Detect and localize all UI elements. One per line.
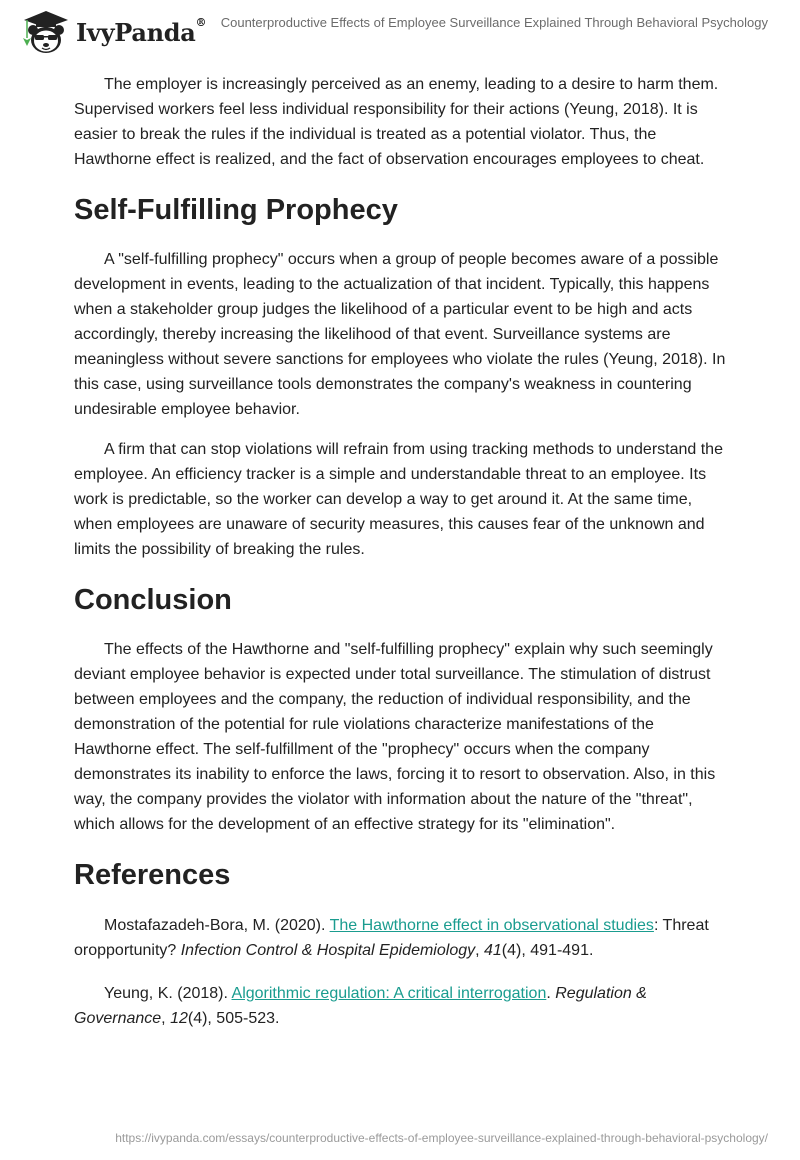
logo-text: IvyPanda® <box>76 15 207 47</box>
reference-item: Yeung, K. (2018). Algorithmic regulation: A critical interrogation. Regulation & Governance, 12(4), 505-523. <box>74 985 647 1027</box>
heading-self-fulfilling-prophecy: Self-Fulfilling Prophecy <box>74 194 398 226</box>
ivypanda-logo[interactable] <box>18 8 206 56</box>
heading-references: References <box>74 859 231 891</box>
paragraph: A firm that can stop violations will refrain from using tracking methods to understand the employee. An efficiency tracker is a simple and understandable threat to an employee. Its work is predictable, so the worker can develop a way to get around it. At the same time, when employees are unaware of security measures, this causes fear of the unknown and limits the possibility of breaking the rules. <box>74 441 723 558</box>
reference-link[interactable]: The Hawthorne effect in observational studies <box>329 917 654 934</box>
paragraph: A "self-fulfilling prophecy" occurs when a group of people becomes aware of a possible development in events, leading to the actualization of that incident. Typically, this happens when a stakeholder group judges the likelihood of a particular event to be high and acts accordingly, thereby increasing the likelihood of that event. Surveillance systems are meaningless without severe sanctions for employees who violate the rules (Yeung, 2018). In this case, using surveillance tools demonstrates the company's weakness in countering undesirable employee behavior. <box>74 251 726 418</box>
panda-graduate-icon <box>18 8 74 56</box>
paragraph: The effects of the Hawthorne and "self-fulfilling prophecy" explain why such seemingly deviant employee behavior is expected under total surveillance. The stimulation of distrust between employees and the company, the reduction of individual responsibility, and the demonstration of the potential for rule violations characterize manifestations of the Hawthorne effect. The self-fulfillment of the "prophecy" occurs when the company demonstrates its inability to enforce the laws, forcing it to resort to observation. Also, in this way, the company provides the violator with information about the nature of the "threat", which allows for the development of an effective strategy for its "elimination". <box>74 641 716 833</box>
heading-conclusion: Conclusion <box>74 584 232 616</box>
source-url[interactable]: https://ivypanda.com/essays/counterproductive-effects-of-employee-surveillance-explained-through-behavioral-psychology/ <box>115 1131 768 1145</box>
document-title: Counterproductive Effects of Employee Surveillance Explained Through Behavioral Psychology <box>220 15 768 30</box>
essay-content <box>74 70 734 1031</box>
intro-paragraph: The employer is increasingly perceived as an enemy, leading to a desire to harm them. Supervised workers feel less individual responsibility for their actions (Yeung, 2018). It is easier to break the rules if the individual is treated as a potential violator. Thus, the Hawthorne effect is realized, and the fact of observation encourages employees to cheat. <box>74 76 719 168</box>
page-header <box>0 0 800 60</box>
reference-item: Mostafazadeh-Bora, M. (2020). The Hawthorne effect in observational studies: Threat oropportunity? Infection Control & Hospital Epidemiology, 41(4), 491-491. <box>74 917 709 959</box>
reference-link[interactable]: Algorithmic regulation: A critical interrogation <box>231 985 547 1002</box>
